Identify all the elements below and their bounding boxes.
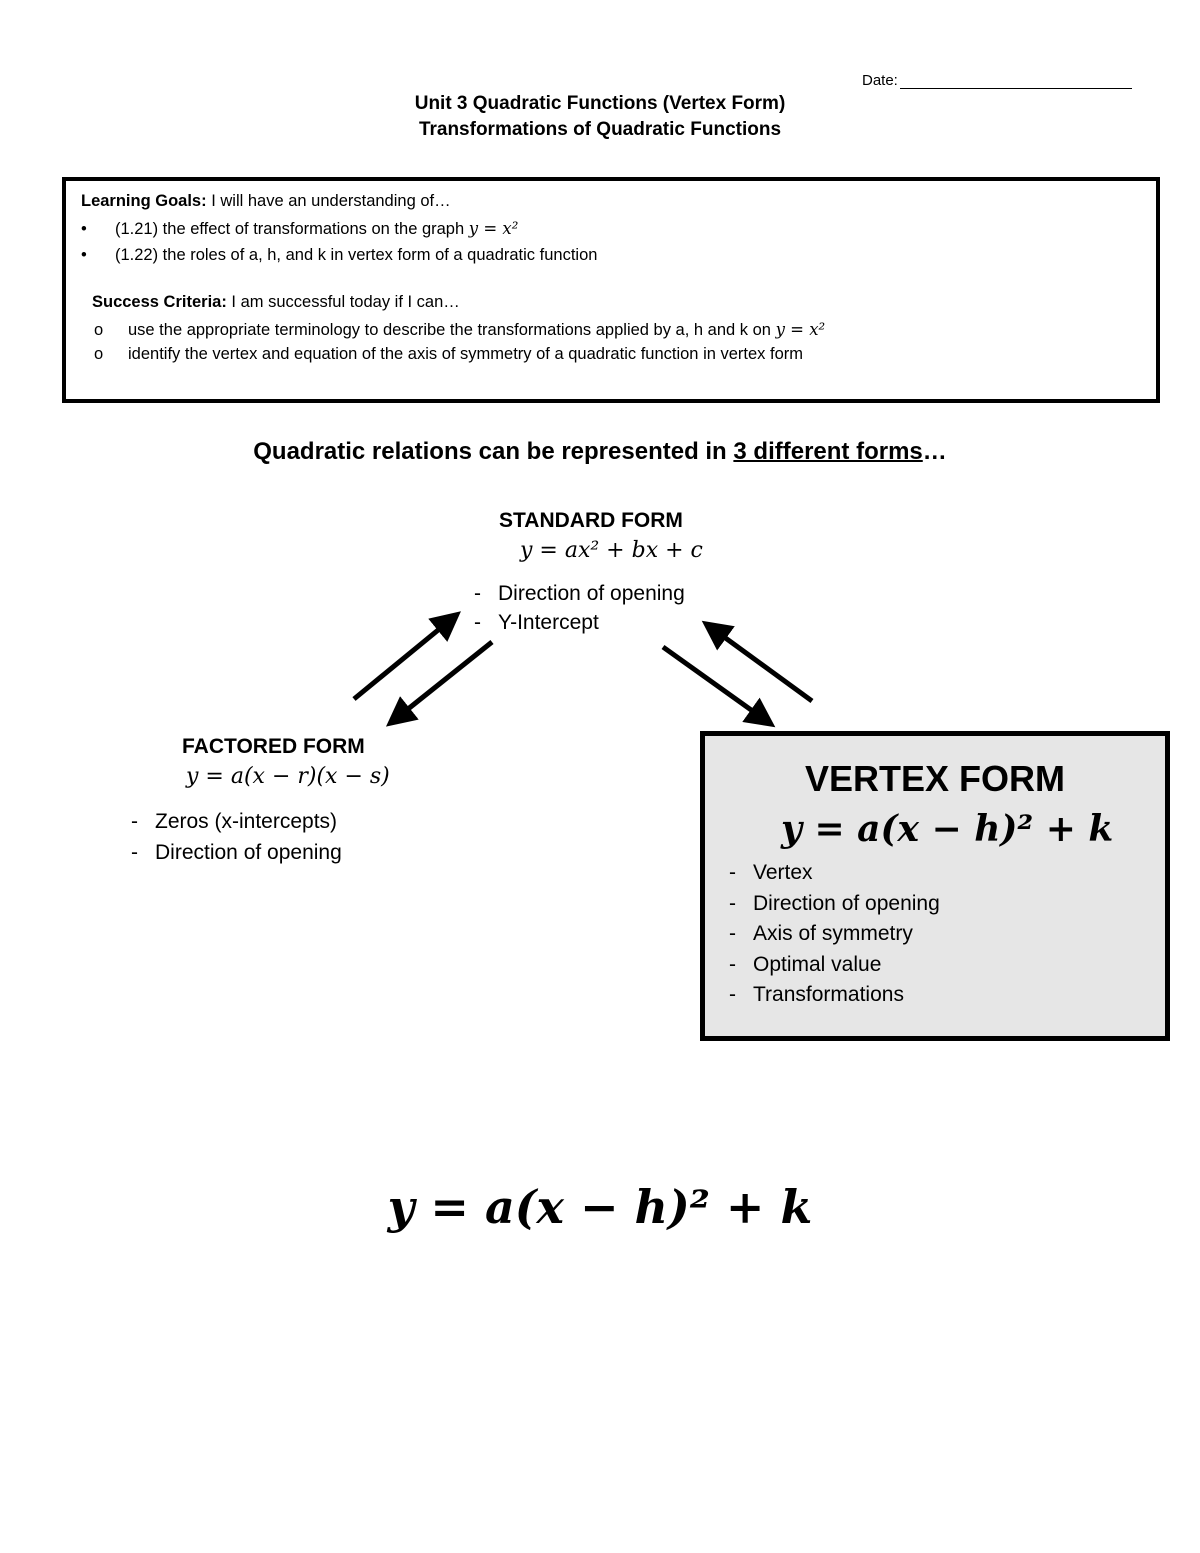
success-criteria-text: identify the vertex and equation of the axis of symmetry of a quadratic function in vertex form bbox=[128, 345, 804, 363]
page-subtitle: Transformations of Quadratic Functions bbox=[418, 119, 782, 140]
circle-bullet-icon: o bbox=[94, 321, 104, 339]
vertex-form-big-equation: y = a(x − h)² + k bbox=[387, 1180, 813, 1234]
feature-text: Y-Intercept bbox=[498, 611, 599, 634]
factored-form-equation: y = a(x − r)(x − s) bbox=[186, 764, 390, 789]
dash-icon: - bbox=[729, 983, 736, 1006]
feature-text: Vertex bbox=[753, 861, 813, 884]
dash-icon: - bbox=[131, 841, 138, 864]
dash-icon: - bbox=[729, 922, 736, 945]
vertex-form-equation: y = a(x − h)² + k bbox=[781, 808, 1114, 850]
dash-icon: - bbox=[474, 611, 481, 634]
dash-icon: - bbox=[474, 582, 481, 605]
success-criteria-intro-text: I am successful today if I can… bbox=[231, 293, 460, 311]
feature-text: Direction of opening bbox=[155, 841, 342, 864]
dash-icon: - bbox=[131, 810, 138, 833]
circle-bullet-icon: o bbox=[94, 345, 104, 363]
success-criteria-label: Success Criteria: bbox=[92, 293, 227, 311]
success-criteria-math: y = x² bbox=[775, 320, 826, 339]
learning-goals-label: Learning Goals: bbox=[81, 192, 207, 210]
dash-icon: - bbox=[729, 891, 736, 915]
feature-text: Direction of opening bbox=[753, 891, 940, 915]
feature-text: Optimal value bbox=[753, 952, 882, 976]
learning-goals-intro-text: I will have an understanding of… bbox=[211, 192, 451, 210]
factored-form-title: FACTORED FORM bbox=[182, 735, 365, 758]
feature-text: Axis of symmetry bbox=[753, 922, 913, 945]
feature-text: Transformations bbox=[753, 983, 904, 1006]
dash-icon: - bbox=[729, 861, 736, 884]
section-heading-ellipsis: … bbox=[922, 438, 947, 465]
dash-icon: - bbox=[729, 952, 736, 976]
bullet-icon: • bbox=[81, 220, 87, 238]
feature-text: Zeros (x-intercepts) bbox=[155, 810, 338, 833]
success-criteria-text: use the appropriate terminology to describe the transformations applied by a, h and k on bbox=[128, 321, 776, 339]
page-title: Unit 3 Quadratic Functions (Vertex Form) bbox=[414, 93, 786, 114]
vertex-form-title: VERTEX FORM bbox=[805, 758, 1066, 799]
section-heading-text: Quadratic relations can be represented in bbox=[253, 438, 734, 465]
feature-text: Direction of opening bbox=[498, 582, 685, 605]
learning-goal-text: (1.22) the roles of a, h, and k in vertex form of a quadratic function bbox=[115, 246, 598, 264]
bullet-icon: • bbox=[81, 246, 87, 264]
learning-goal-math: y = x² bbox=[468, 219, 519, 238]
standard-form-equation: y = ax² + bx + c bbox=[520, 538, 703, 563]
date-label: Date: bbox=[862, 72, 898, 89]
section-heading-underlined: 3 different forms bbox=[733, 438, 923, 465]
standard-form-title: STANDARD FORM bbox=[499, 509, 683, 532]
learning-goal-text: (1.21) the effect of transformations on the graph bbox=[115, 220, 469, 238]
